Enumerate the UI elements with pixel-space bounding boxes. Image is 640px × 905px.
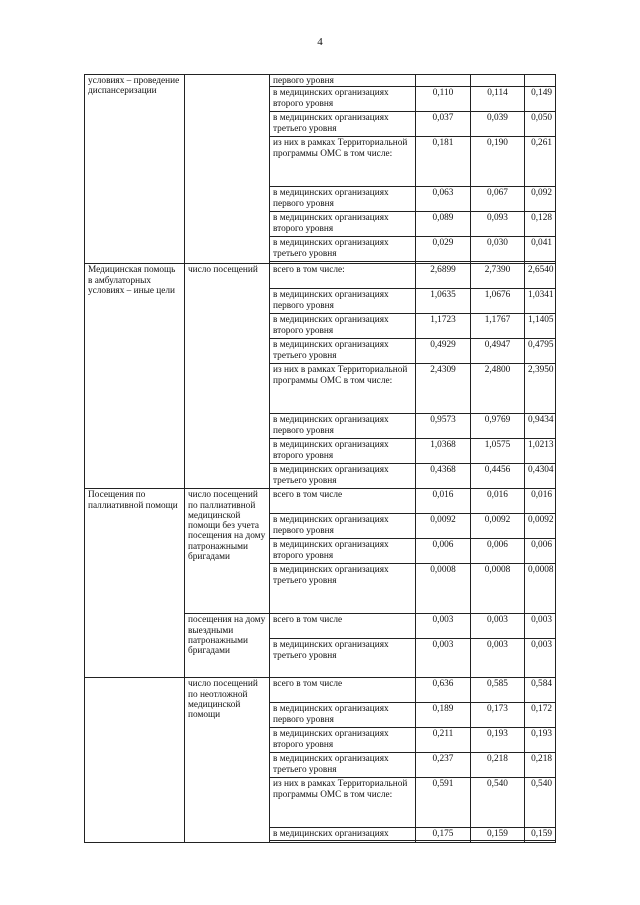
value-cell-year-1: 0,016	[416, 489, 471, 514]
category-cell: в медицинских организациях третьего уровня	[270, 639, 416, 678]
category-cell: из них в рамках Территориальной программы ОМС в том числе:	[270, 778, 416, 828]
value-cell-year-1: 1,0368	[416, 439, 471, 464]
value-cell-year-2	[471, 75, 525, 87]
value-cell-year-3: 0,006	[525, 539, 556, 564]
value-cell-year-3: 0,584	[525, 678, 556, 703]
value-cell-year-3: 0,0008	[525, 564, 556, 614]
value-cell-year-3: 0,261	[525, 137, 556, 187]
value-cell-year-1: 2,4309	[416, 364, 471, 414]
value-cell-year-2: 0,193	[471, 728, 525, 753]
value-cell-year-3: 0,0092	[525, 514, 556, 539]
category-cell: в медицинских организациях третьего уровня	[270, 112, 416, 137]
value-cell-year-3: 2,3950	[525, 364, 556, 414]
category-cell: в медицинских организациях первого уровня	[270, 514, 416, 539]
value-cell-year-1: 0,591	[416, 778, 471, 828]
value-cell-year-2: 1,0575	[471, 439, 525, 464]
value-cell-year-2: 0,159	[471, 828, 525, 840]
value-cell-year-3: 0,016	[525, 489, 556, 514]
value-cell-year-2: 0,4947	[471, 339, 525, 364]
service-type-cell	[85, 678, 185, 842]
service-type-cell: Медицинская помощь в амбулаторных условиях – иные цели	[85, 264, 185, 489]
value-cell-year-1: 0,0092	[416, 514, 471, 539]
value-cell-year-2: 0,003	[471, 614, 525, 639]
category-cell: в медицинских организациях первого уровня	[270, 289, 416, 314]
category-cell: в медицинских организациях второго уровня	[270, 728, 416, 753]
value-cell-year-1: 0,4368	[416, 464, 471, 489]
value-cell-year-3: 0,159	[525, 828, 556, 840]
value-cell-year-2: 0,0092	[471, 514, 525, 539]
category-cell: из них в рамках Территориальной программы ОМС в том числе:	[270, 137, 416, 187]
category-cell: в медицинских организациях второго уровня	[270, 539, 416, 564]
value-cell-year-1: 0,037	[416, 112, 471, 137]
value-cell-year-1: 0,9573	[416, 414, 471, 439]
category-cell: в медицинских организациях третьего уровня	[270, 339, 416, 364]
table-row	[85, 678, 556, 703]
value-cell-year-1: 0,003	[416, 614, 471, 639]
category-cell: в медицинских организациях третьего уровня	[270, 753, 416, 778]
value-cell-year-3: 1,1405	[525, 314, 556, 339]
category-cell: в медицинских организациях второго уровня	[270, 314, 416, 339]
value-cell-year-1: 0,237	[416, 753, 471, 778]
value-cell-year-2: 2,7390	[471, 264, 525, 289]
value-cell-year-2: 0,585	[471, 678, 525, 703]
value-cell-year-2: 0,4456	[471, 464, 525, 489]
value-cell-year-3: 0,128	[525, 212, 556, 237]
value-cell-year-1: 0,063	[416, 187, 471, 212]
value-cell-year-1: 0,0008	[416, 564, 471, 614]
value-cell-year-1: 0,189	[416, 703, 471, 728]
value-cell-year-3: 0,172	[525, 703, 556, 728]
unit-cell: число посещений по паллиативной медицинской помощи без учета посещения на дому патронажными бригадами	[185, 489, 270, 614]
value-cell-year-2: 0,0008	[471, 564, 525, 614]
table-body	[85, 75, 556, 843]
value-cell-year-2: 0,003	[471, 639, 525, 678]
category-cell: в медицинских организациях третьего уровня	[270, 464, 416, 489]
category-cell: в медицинских организациях второго уровня	[270, 439, 416, 464]
value-cell-year-1: 0,110	[416, 87, 471, 112]
value-cell-year-3: 0,003	[525, 639, 556, 678]
unit-cell: посещения на дому выездными патронажными бригадами	[185, 614, 270, 678]
value-cell-year-3: 0,193	[525, 728, 556, 753]
value-cell-year-3: 1,0213	[525, 439, 556, 464]
category-cell: в медицинских организациях первого уровня	[270, 414, 416, 439]
value-cell-year-1	[416, 75, 471, 87]
value-cell-year-2: 1,1767	[471, 314, 525, 339]
value-cell-year-3: 0,218	[525, 753, 556, 778]
value-cell-year-2	[471, 840, 525, 842]
category-cell: всего в том числе	[270, 614, 416, 639]
category-cell: в медицинских организациях первого уровня	[270, 703, 416, 728]
value-cell-year-1: 0,003	[416, 639, 471, 678]
value-cell-year-1: 1,0635	[416, 289, 471, 314]
value-cell-year-3: 0,050	[525, 112, 556, 137]
value-cell-year-3: 0,9434	[525, 414, 556, 439]
value-cell-year-1: 0,4929	[416, 339, 471, 364]
value-cell-year-2: 0,016	[471, 489, 525, 514]
value-cell-year-2: 2,4800	[471, 364, 525, 414]
service-type-cell: условиях – проведение диспансеризации	[85, 75, 185, 264]
value-cell-year-2: 0,114	[471, 87, 525, 112]
table-row	[85, 489, 556, 514]
value-cell-year-3: 0,092	[525, 187, 556, 212]
value-cell-year-1: 0,029	[416, 237, 471, 262]
value-cell-year-2: 0,093	[471, 212, 525, 237]
value-cell-year-1: 0,211	[416, 728, 471, 753]
value-cell-year-2: 0,030	[471, 237, 525, 262]
indicator-table	[84, 74, 556, 843]
value-cell-year-1: 2,6899	[416, 264, 471, 289]
value-cell-year-3: 0,041	[525, 237, 556, 262]
value-cell-year-2: 0,039	[471, 112, 525, 137]
value-cell-year-2: 1,0676	[471, 289, 525, 314]
value-cell-year-1: 1,1723	[416, 314, 471, 339]
category-cell: из них в рамках Территориальной программы ОМС в том числе:	[270, 364, 416, 414]
value-cell-year-3: 0,4304	[525, 464, 556, 489]
value-cell-year-3: 2,6540	[525, 264, 556, 289]
unit-cell	[185, 75, 270, 264]
value-cell-year-3	[525, 840, 556, 842]
category-cell: в медицинских организациях третьего уровня	[270, 237, 416, 262]
value-cell-year-1: 0,089	[416, 212, 471, 237]
value-cell-year-3: 0,4795	[525, 339, 556, 364]
value-cell-year-3	[525, 75, 556, 87]
value-cell-year-2: 0,218	[471, 753, 525, 778]
table-row	[85, 75, 556, 87]
value-cell-year-2: 0,9769	[471, 414, 525, 439]
value-cell-year-2: 0,173	[471, 703, 525, 728]
value-cell-year-1	[416, 840, 471, 842]
value-cell-year-2: 0,067	[471, 187, 525, 212]
category-cell: в медицинских организациях второго уровня	[270, 87, 416, 112]
value-cell-year-1: 0,181	[416, 137, 471, 187]
category-cell	[270, 840, 416, 842]
category-cell: всего в том числе	[270, 489, 416, 514]
value-cell-year-2: 0,540	[471, 778, 525, 828]
unit-cell: число посещений по неотложной медицинской помощи	[185, 678, 270, 842]
value-cell-year-2: 0,190	[471, 137, 525, 187]
value-cell-year-3: 0,149	[525, 87, 556, 112]
value-cell-year-3: 0,003	[525, 614, 556, 639]
value-cell-year-2: 0,006	[471, 539, 525, 564]
category-cell: в медицинских организациях	[270, 828, 416, 840]
value-cell-year-1: 0,636	[416, 678, 471, 703]
service-type-cell: Посещения по паллиативной помощи	[85, 489, 185, 678]
value-cell-year-1: 0,175	[416, 828, 471, 840]
category-cell: всего в том числе:	[270, 264, 416, 289]
category-cell: в медицинских организациях третьего уровня	[270, 564, 416, 614]
value-cell-year-1: 0,006	[416, 539, 471, 564]
category-cell: в медицинских организациях первого уровня	[270, 187, 416, 212]
unit-cell: число посещений	[185, 264, 270, 489]
category-cell: в медицинских организациях второго уровня	[270, 212, 416, 237]
category-cell: всего в том числе	[270, 678, 416, 703]
table-row	[85, 264, 556, 289]
category-cell: первого уровня	[270, 75, 416, 87]
value-cell-year-3: 1,0341	[525, 289, 556, 314]
page-number: 4	[317, 36, 323, 48]
value-cell-year-3: 0,540	[525, 778, 556, 828]
